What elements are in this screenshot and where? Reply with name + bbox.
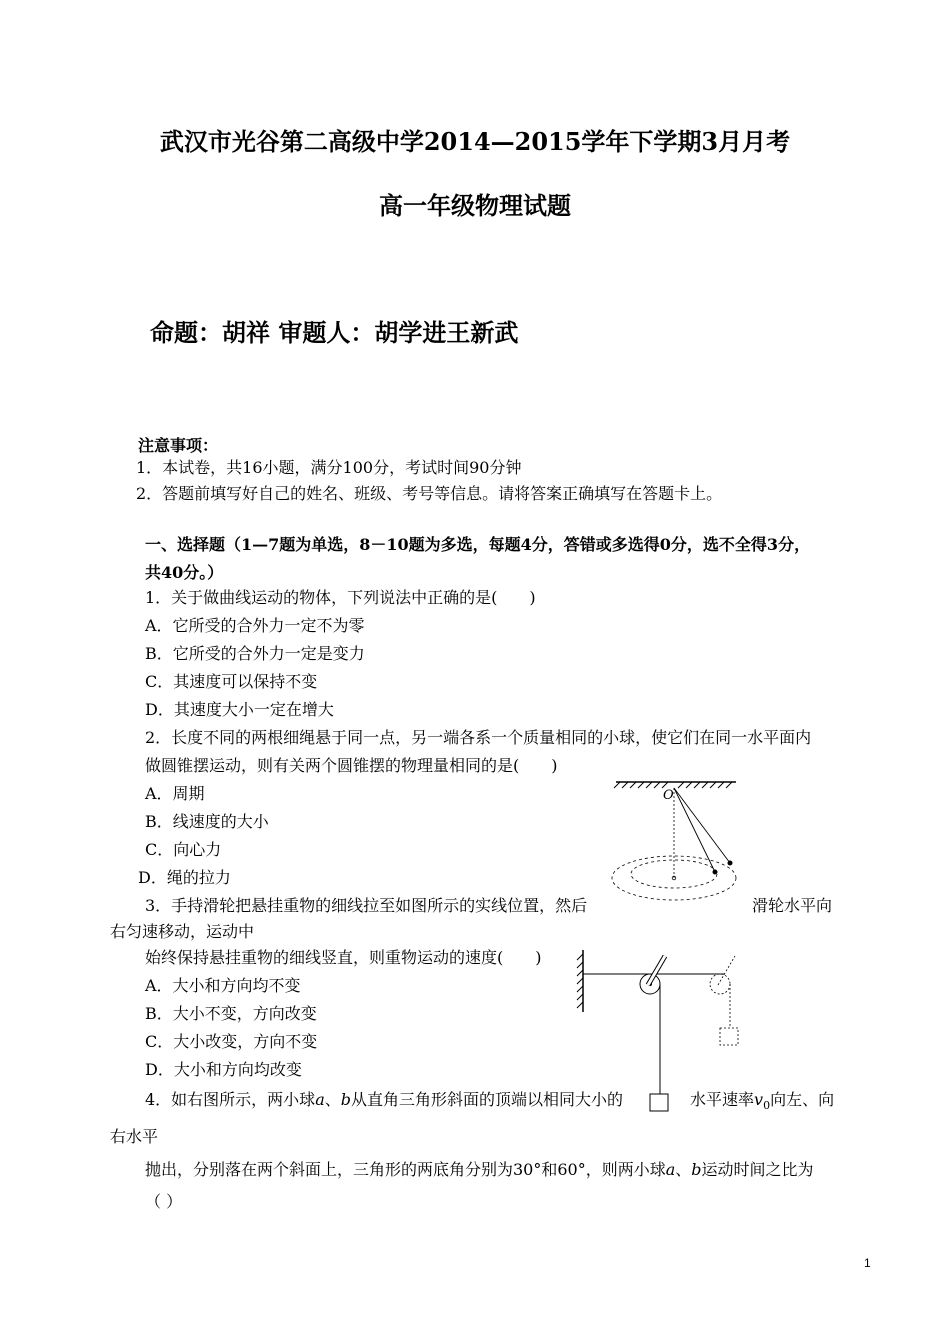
question-3-stem-cont: 右匀速移动，运动中 [110, 922, 255, 941]
exam-subtitle: 高一年级物理试题 [379, 191, 571, 220]
q4-var-b: b [691, 1160, 702, 1179]
exam-title: 武汉市光谷第二高级中学2014—2015学年下学期3月月考 [159, 127, 791, 156]
q4-text-3b: 运动时间之比为 [701, 1160, 814, 1179]
q2-option-b: B．线速度的大小 [145, 812, 269, 831]
q4-sep: 、 [675, 1160, 692, 1179]
q4-text-right2: 向左、向 [770, 1090, 835, 1109]
authors-line: 命题：胡祥 审题人：胡学进王新武 [150, 318, 519, 347]
q2-option-a: A．周期 [145, 784, 205, 803]
question-3-stem-right: 滑轮水平向 [752, 896, 833, 915]
q4-var-a: a [665, 1160, 676, 1179]
q2-option-c: C．向心力 [145, 840, 222, 859]
question-4-stem-cont: 右水平 [110, 1127, 159, 1146]
q4-var-v: v [754, 1090, 764, 1109]
question-4-stem [145, 1090, 623, 1110]
question-3-stem: 3．手持滑轮把悬挂重物的细线拉至如图所示的实线位置，然后 [145, 896, 588, 915]
conical-pendulum-figure [608, 774, 748, 914]
question-2-stem: 2．长度不同的两根细绳悬于同一点，另一端各系一个质量相同的小球，使它们在同一水平面内 [145, 728, 812, 747]
question-3-stem-cont2: 始终保持悬挂重物的细线竖直，则重物运动的速度( ) [145, 948, 542, 967]
q2-option-d: D．绳的拉力 [138, 868, 231, 887]
q1-option-b: B．它所受的合外力一定是变力 [145, 644, 365, 663]
q4-text-3: 抛出，分别落在两个斜面上，三角形的两底角分别为30°和60°，则两小球 [145, 1160, 666, 1179]
q4-answer-paren: （ ） [145, 1192, 183, 1211]
question-4-stem-cont2 [145, 1160, 814, 1180]
notice-item: 2．答题前填写好自己的姓名、班级、考号等信息。请将答案正确填写在答题卡上。 [136, 484, 723, 503]
question-2-stem-cont: 做圆锥摆运动，则有关两个圆锥摆的物理量相同的是( ) [145, 756, 558, 775]
q4-var-b: b [340, 1090, 351, 1109]
q4-text: 4．如右图所示，两小球 [145, 1090, 316, 1109]
notice-heading: 注意事项： [138, 436, 219, 455]
section-heading: 一、选择题（1—7题为单选，8－10题为多选，每题4分，答错或多选得0分，选不全得3分， [145, 535, 811, 554]
figure-label-o: O [663, 788, 674, 803]
q3-option-c: C．大小改变，方向不变 [145, 1032, 318, 1051]
page-number: 1 [864, 1256, 871, 1270]
q3-option-a: A．大小和方向均不变 [145, 976, 301, 995]
q4-sep: 、 [324, 1090, 341, 1109]
q3-option-d: D．大小和方向均改变 [145, 1060, 302, 1079]
q1-option-c: C．其速度可以保持不变 [145, 672, 318, 691]
q4-var-a: a [315, 1090, 325, 1109]
question-1-stem: 1．关于做曲线运动的物体，下列说法中正确的是( ) [145, 588, 536, 607]
notice-item: 1．本试卷，共16小题，满分100分，考试时间90分钟 [136, 458, 522, 477]
q3-option-b: B．大小不变，方向改变 [145, 1004, 317, 1023]
question-4-stem-right [690, 1090, 834, 1116]
q1-option-a: A．它所受的合外力一定不为零 [145, 616, 365, 635]
q4-text-mid: 从直角三角形斜面的顶端以相同大小的 [351, 1090, 624, 1109]
section-heading-cont: 共40分。） [145, 563, 224, 582]
q4-sub-0: 0 [763, 1099, 771, 1113]
q1-option-d: D．其速度大小一定在增大 [145, 700, 334, 719]
q4-text-right: 水平速率 [690, 1090, 755, 1109]
